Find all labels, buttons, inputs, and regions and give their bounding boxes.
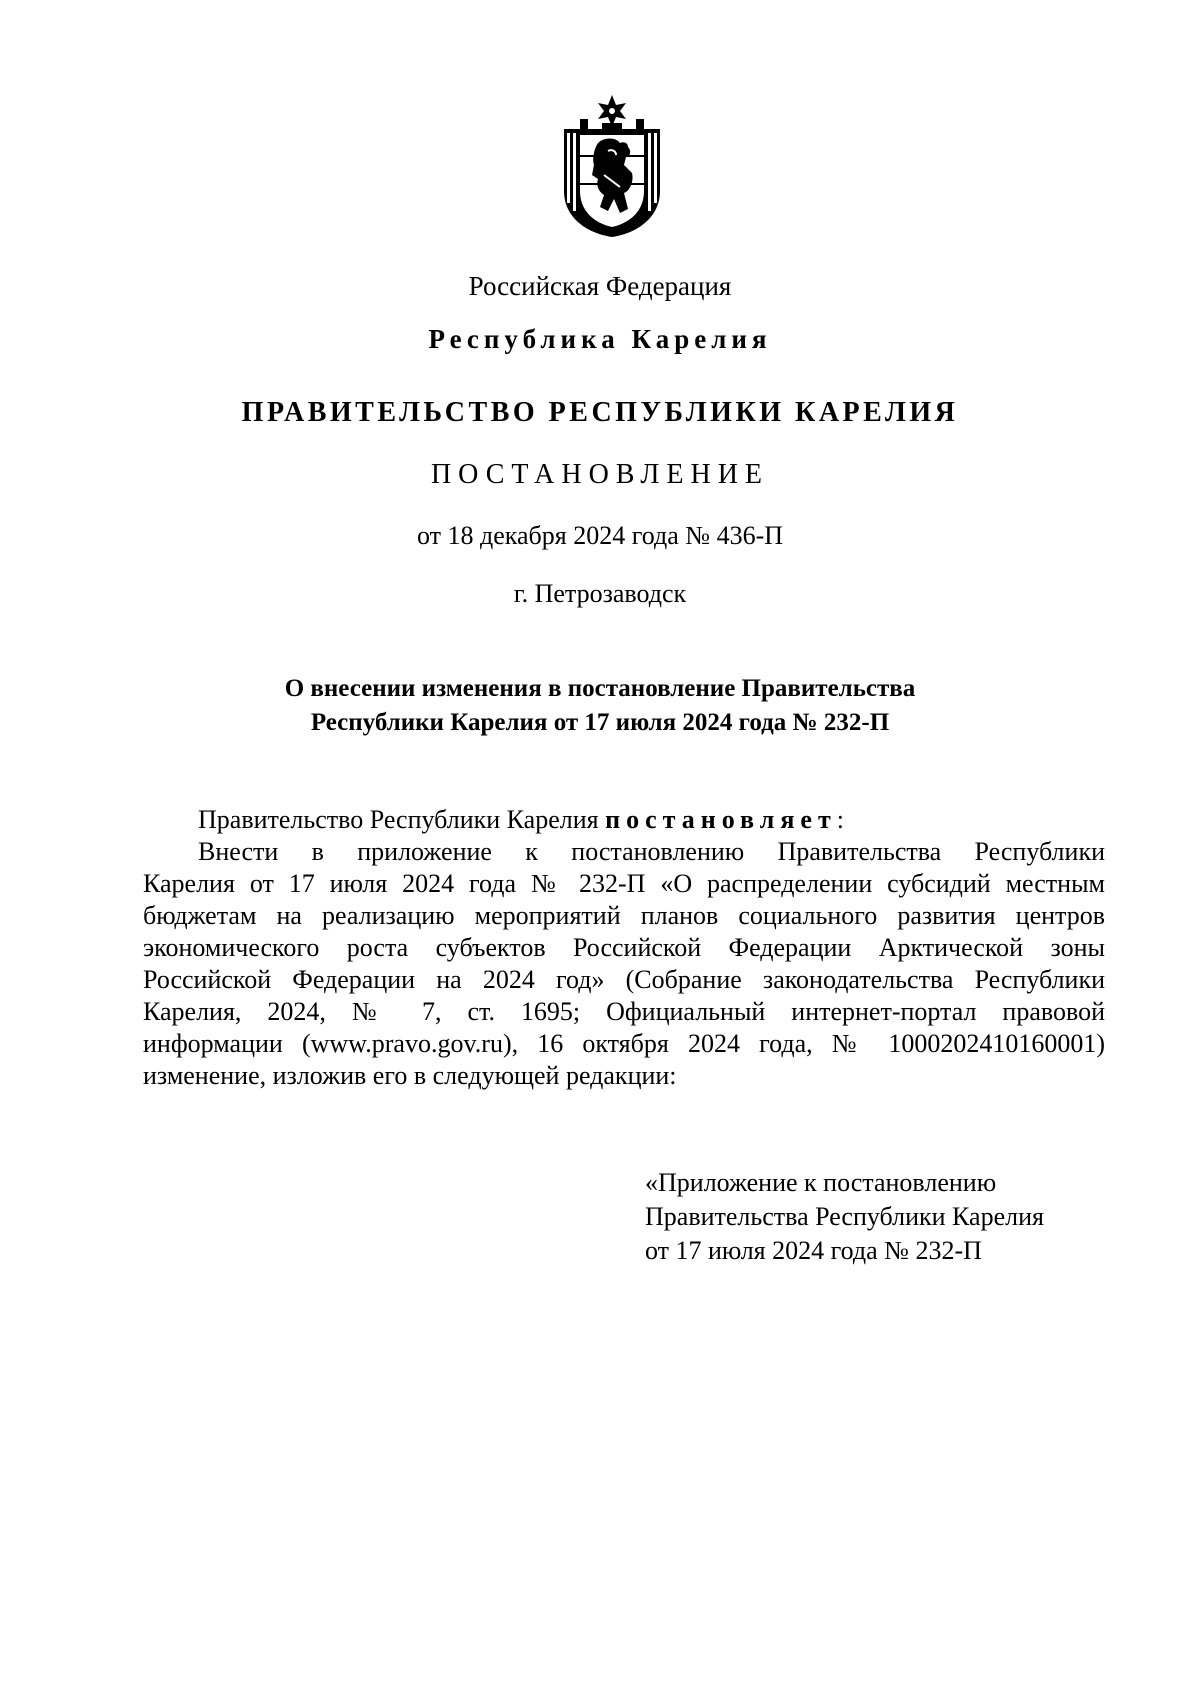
paragraph-line: информации (www.pravo.gov.ru), 16 октября 2024 года, № 1000202410160001) xyxy=(143,1029,1105,1058)
paragraph-line: экономического роста субъектов Российской Федерации Арктической зоны xyxy=(143,933,1105,962)
government-name: ПРАВИТЕЛЬСТВО РЕСПУБЛИКИ КАРЕЛИЯ xyxy=(241,397,959,428)
document-title xyxy=(0,672,1200,740)
resolution-paragraph xyxy=(143,836,1105,1092)
document-title-line: О внесении изменения в постановление Правительства xyxy=(284,675,916,702)
coat-of-arms-karelia-icon xyxy=(558,95,666,239)
appendix-line: «Приложение к постановлению xyxy=(645,1168,997,1197)
appendix-line: Правительства Республики Карелия xyxy=(645,1202,1044,1231)
appendix-reference xyxy=(645,1166,1044,1268)
republic-name: Республика Карелия xyxy=(428,324,772,354)
document-date-number: от 18 декабря 2024 года № 436-П xyxy=(416,521,784,550)
paragraph-line: Российской Федерации на 2024 год» (Собрание законодательства Республики xyxy=(143,965,1105,994)
intro-prefix: Правительство Республики Карелия xyxy=(198,805,606,834)
paragraph-line: Карелия, 2024, № 7, ст. 1695; Официальный интернет-портал правовой xyxy=(143,997,1105,1026)
paragraph-line: Внести в приложение к постановлению Правительства Республики xyxy=(198,837,1105,866)
paragraph-line: Карелия от 17 июля 2024 года № 232-П «О распределении субсидий местным xyxy=(143,869,1105,898)
intro-suffix: : xyxy=(836,805,844,834)
document-type: ПОСТАНОВЛЕНИЕ xyxy=(430,459,770,490)
paragraph-line: бюджетам на реализацию мероприятий планов социального развития центров xyxy=(143,901,1105,930)
intro-keyword: постановляет xyxy=(605,805,837,834)
paragraph-line: изменение, изложив его в следующей редакции: xyxy=(143,1061,677,1090)
appendix-line: от 17 июля 2024 года № 232-П xyxy=(645,1236,982,1265)
document-city: г. Петрозаводск xyxy=(513,579,687,608)
country-name: Российская Федерация xyxy=(468,271,732,301)
document-title-line: Республики Карелия от 17 июля 2024 года № 232-П xyxy=(310,709,890,736)
resolution-intro xyxy=(198,804,1160,836)
